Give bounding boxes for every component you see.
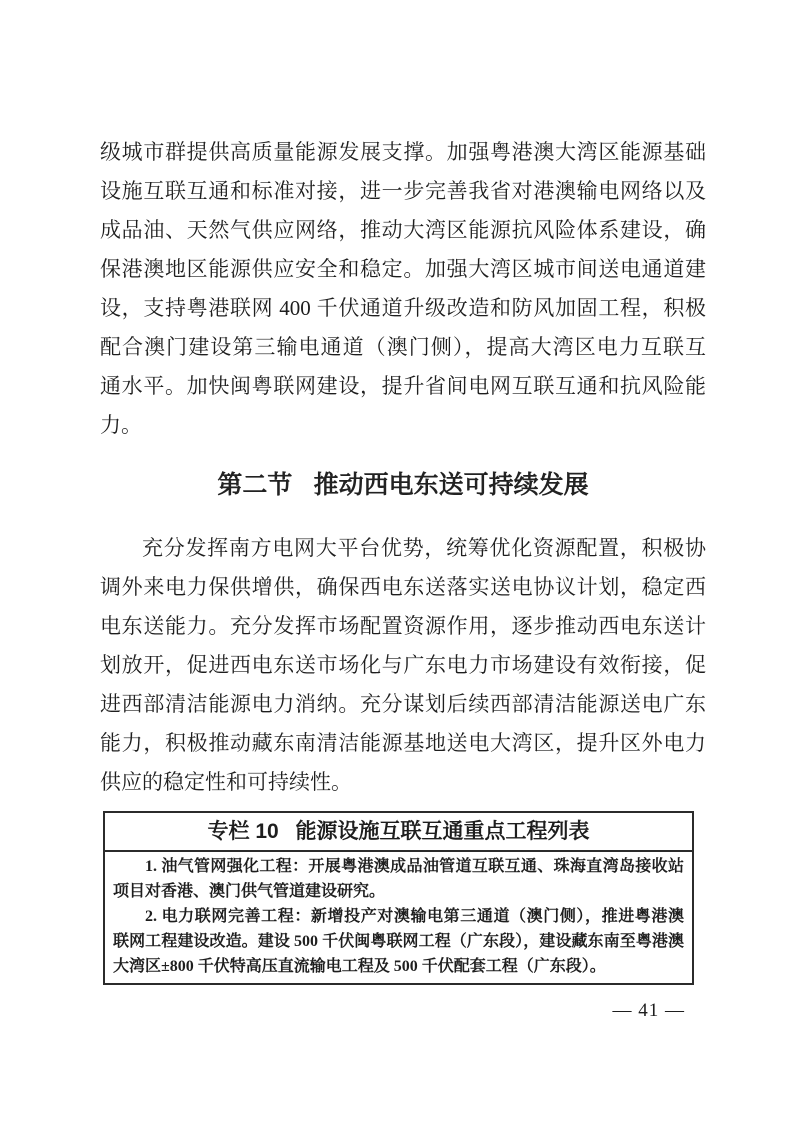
text-line: 进西部清洁能源电力消纳。充分谋划后续西部清洁能源送电广东 <box>100 692 706 716</box>
text-line: 划放开，促进西电东送市场化与广东电力市场建设有效衔接，促 <box>100 653 706 677</box>
text-line: 保港澳地区能源供应安全和稳定。加强大湾区城市间送电通道建 <box>100 257 706 281</box>
paragraph-body <box>100 529 706 802</box>
page-number: — 41 — <box>612 1000 685 1021</box>
section-title: 推动西电东送可持续发展 <box>313 471 589 499</box>
text-line: 配合澳门建设第三输电通道（澳门侧），提高大湾区电力互联互 <box>100 335 706 359</box>
box-text-line: 大湾区±800 千伏特高压直流输电工程及 500 千伏配套工程（广东段）。 <box>113 958 606 975</box>
column-box-header <box>105 813 692 852</box>
text-line: 设施互联互通和标准对接，进一步完善我省对港澳输电网络以及 <box>100 179 706 203</box>
text-line: 充分发挥南方电网大平台优势，统筹优化资源配置，积极协 <box>142 536 706 560</box>
text-line: 成品油、天然气供应网络，推动大湾区能源抗风险体系建设，确 <box>100 218 706 242</box>
text-line: 力。 <box>100 413 142 437</box>
text-line: 通水平。加快闽粤联网建设，提升省间电网互联互通和抗风险能 <box>100 374 706 398</box>
box-text-line: 联网工程建设改造。建设 500 千伏闽粤联网工程（广东段），建设藏东南至粤港澳 <box>113 933 684 950</box>
text-line: 供应的稳定性和可持续性。 <box>100 770 352 794</box>
column-box-title: 能源设施互联互通重点工程列表 <box>295 820 590 843</box>
box-text-line: 1. 油气管网强化工程：开展粤港澳成品油管道互联互通、珠海直湾岛接收站 <box>145 858 684 875</box>
paragraph-continuation <box>100 133 706 445</box>
section-heading <box>100 466 706 505</box>
column-box-body <box>105 852 692 983</box>
text-line: 电东送能力。充分发挥市场配置资源作用，逐步推动西电东送计 <box>100 614 706 638</box>
text-line: 调外来电力保供增供，确保西电东送落实送电协议计划，稳定西 <box>100 575 706 599</box>
column-box <box>103 811 694 985</box>
section-number: 第二节 <box>217 471 293 499</box>
column-box-label: 专栏 10 <box>207 820 279 843</box>
text-line: 级城市群提供高质量能源发展支撑。加强粤港澳大湾区能源基础 <box>100 140 706 164</box>
text-line: 能力，积极推动藏东南清洁能源基地送电大湾区，提升区外电力 <box>100 731 706 755</box>
box-text-line: 2. 电力联网完善工程：新增投产对澳输电第三通道（澳门侧），推进粤港澳 <box>145 908 684 925</box>
text-line: 设，支持粤港联网 400 千伏通道升级改造和防风加固工程，积极 <box>100 296 706 320</box>
box-text-line: 项目对香港、澳门供气管道建设研究。 <box>113 883 386 900</box>
